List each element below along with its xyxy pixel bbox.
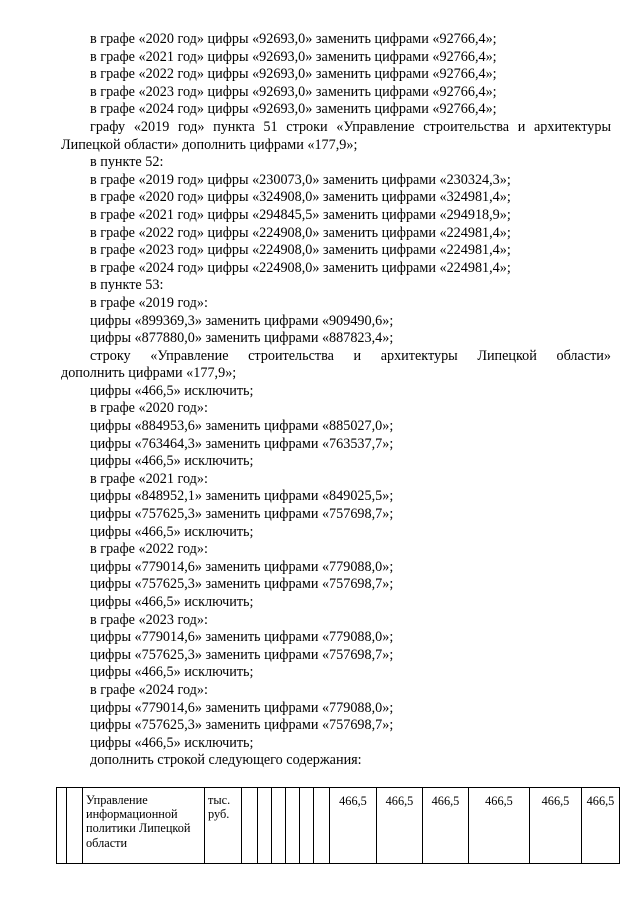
table-cell-name: Управление информационной политики Липецкой области	[83, 788, 205, 864]
text-line: цифры «466,5» исключить;	[90, 594, 254, 610]
table-cell-empty	[286, 788, 300, 864]
text-line: цифры «466,5» исключить;	[90, 453, 254, 470]
text-line: в графе «2022 год»:	[90, 541, 208, 558]
table-cell-empty	[258, 788, 272, 864]
text-line: в графе «2020 год» цифры «324908,0» заменить цифрами «324981,4»;	[90, 189, 511, 206]
table-cell-value: 466,5	[330, 788, 377, 864]
text-line: цифры «779014,6» заменить цифрами «779088,0»;	[90, 699, 394, 716]
text-line: в графе «2019 год» цифры «230073,0» заменить цифрами «230324,3»;	[90, 171, 511, 188]
text-line: цифры «466,5» исключить;	[90, 523, 254, 540]
text-line: строку «Управление строительства и архитектуры Липецкой области»	[90, 347, 611, 364]
text-line: Липецкой области» дополнить цифрами «177,9»;	[61, 136, 358, 153]
table-cell-empty	[300, 788, 314, 864]
text-line: в графе «2019 год»:	[90, 294, 208, 311]
paragraph-lines	[61, 31, 611, 770]
document-body	[61, 31, 611, 770]
text-line: в графе «2021 год» цифры «294845,5» заменить цифрами «294918,9»;	[90, 206, 511, 223]
appended-table	[56, 787, 619, 864]
text-line: в графе «2023 год» цифры «92693,0» заменить цифрами «92766,4»;	[90, 83, 497, 100]
text-line: в графе «2020 год» цифры «92693,0» заменить цифрами «92766,4»;	[90, 31, 497, 47]
table-cell-unit: тыс. руб.	[205, 788, 242, 864]
text-line: в графе «2021 год»:	[90, 470, 208, 487]
text-line: в графе «2021 год» цифры «92693,0» заменить цифрами «92766,4»;	[90, 48, 497, 65]
text-line: в пункте 53:	[90, 277, 164, 294]
text-line: цифры «779014,6» заменить цифрами «779088,0»;	[90, 629, 394, 646]
text-line: графу «2019 год» пункта 51 строки «Управление строительства и архитектуры	[90, 118, 611, 135]
text-line: в графе «2024 год»:	[90, 681, 208, 698]
text-line: цифры «884953,6» заменить цифрами «885027,0»;	[90, 418, 394, 435]
table	[56, 787, 620, 864]
text-line: цифры «757625,3» заменить цифрами «757698,7»;	[90, 717, 394, 734]
table-cell-empty	[242, 788, 258, 864]
text-line: цифры «763464,3» заменить цифрами «763537,7»;	[90, 435, 394, 452]
text-line: цифры «779014,6» заменить цифрами «779088,0»;	[90, 558, 394, 575]
table-cell-empty	[57, 788, 67, 864]
text-line: в графе «2022 год» цифры «92693,0» заменить цифрами «92766,4»;	[90, 66, 497, 83]
text-line: цифры «899369,3» заменить цифрами «909490,6»;	[90, 312, 394, 329]
table-cell-empty	[272, 788, 286, 864]
table-cell-value: 466,5	[530, 788, 582, 864]
text-line: цифры «757625,3» заменить цифрами «757698,7»;	[90, 506, 394, 523]
text-line: дополнить строкой следующего содержания:	[90, 752, 362, 769]
text-line: в графе «2023 год»:	[90, 611, 208, 628]
table-cell-value: 466,5	[582, 788, 620, 864]
text-line: цифры «466,5» исключить;	[90, 734, 254, 751]
text-line: в графе «2024 год» цифры «224908,0» заменить цифрами «224981,4»;	[90, 259, 511, 276]
text-line: цифры «757625,3» заменить цифрами «757698,7»;	[90, 576, 394, 593]
text-line: дополнить цифрами «177,9»;	[61, 365, 237, 382]
text-line: цифры «877880,0» заменить цифрами «887823,4»;	[90, 330, 394, 347]
table-cell-value: 466,5	[469, 788, 530, 864]
text-line: цифры «466,5» исключить;	[90, 382, 254, 399]
text-line: цифры «757625,3» заменить цифрами «757698,7»;	[90, 646, 394, 663]
table-cell-value: 466,5	[377, 788, 423, 864]
text-line: в графе «2024 год» цифры «92693,0» заменить цифрами «92766,4»;	[90, 101, 497, 118]
table-cell-value: 466,5	[423, 788, 469, 864]
text-line: цифры «848952,1» заменить цифрами «849025,5»;	[90, 488, 394, 505]
table-row	[57, 788, 620, 864]
table-cell-empty	[67, 788, 83, 864]
text-line: в пункте 52:	[90, 154, 164, 171]
text-line: в графе «2022 год» цифры «224908,0» заменить цифрами «224981,4»;	[90, 224, 511, 241]
text-line: цифры «466,5» исключить;	[90, 664, 254, 681]
table-cell-empty	[314, 788, 330, 864]
text-line: в графе «2023 год» цифры «224908,0» заменить цифрами «224981,4»;	[90, 242, 511, 259]
text-line: в графе «2020 год»:	[90, 400, 208, 417]
